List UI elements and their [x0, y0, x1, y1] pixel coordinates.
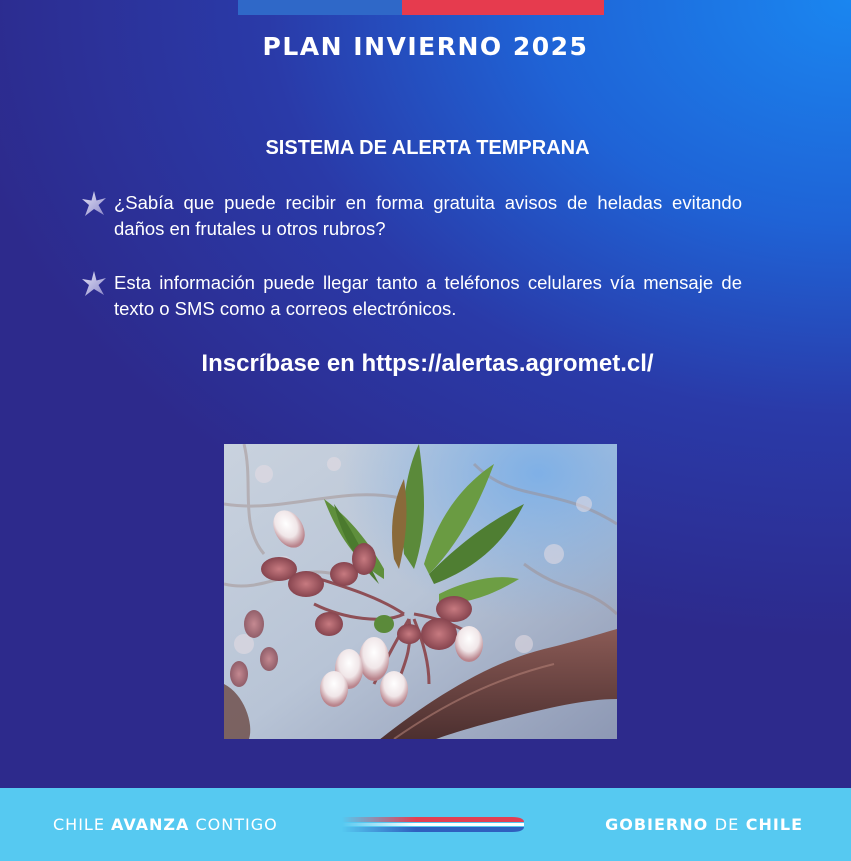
bullet-text: Esta información puede llegar tanto a teléfonos celulares vía mensaje de texto o SMS como a correos electrónicos. [114, 272, 742, 319]
blossom-photo [224, 444, 617, 739]
footer-gov-middle: DE [714, 815, 740, 834]
footer-gov-first: GOBIERNO [605, 815, 715, 834]
flag-bar-blue [238, 0, 402, 15]
section-subtitle: SISTEMA DE ALERTA TEMPRANA [265, 137, 590, 159]
star-icon [80, 190, 108, 218]
footer-slogan [53, 815, 278, 834]
bullet-item [80, 270, 742, 322]
blossom-illustration [224, 444, 617, 739]
star-icon [80, 270, 108, 298]
bullet-text: ¿Sabía que puede recibir en forma gratuita avisos de heladas evitando daños en frutales u otros rubros? [114, 192, 742, 239]
footer-slogan-bold: AVANZA [111, 815, 190, 834]
footer [0, 788, 851, 861]
footer-government [605, 815, 803, 834]
flag-stripes-logo [342, 812, 526, 834]
flag-bar-red [402, 0, 604, 15]
signup-cta: Inscríbase en https://alertas.agromet.cl/ [201, 350, 654, 377]
footer-slogan-suffix: CONTIGO [189, 815, 278, 834]
footer-gov-last: CHILE [739, 815, 803, 834]
page-title: PLAN INVIERNO 2025 [262, 32, 589, 61]
bullet-item [80, 190, 742, 242]
footer-slogan-prefix: CHILE [53, 815, 112, 834]
